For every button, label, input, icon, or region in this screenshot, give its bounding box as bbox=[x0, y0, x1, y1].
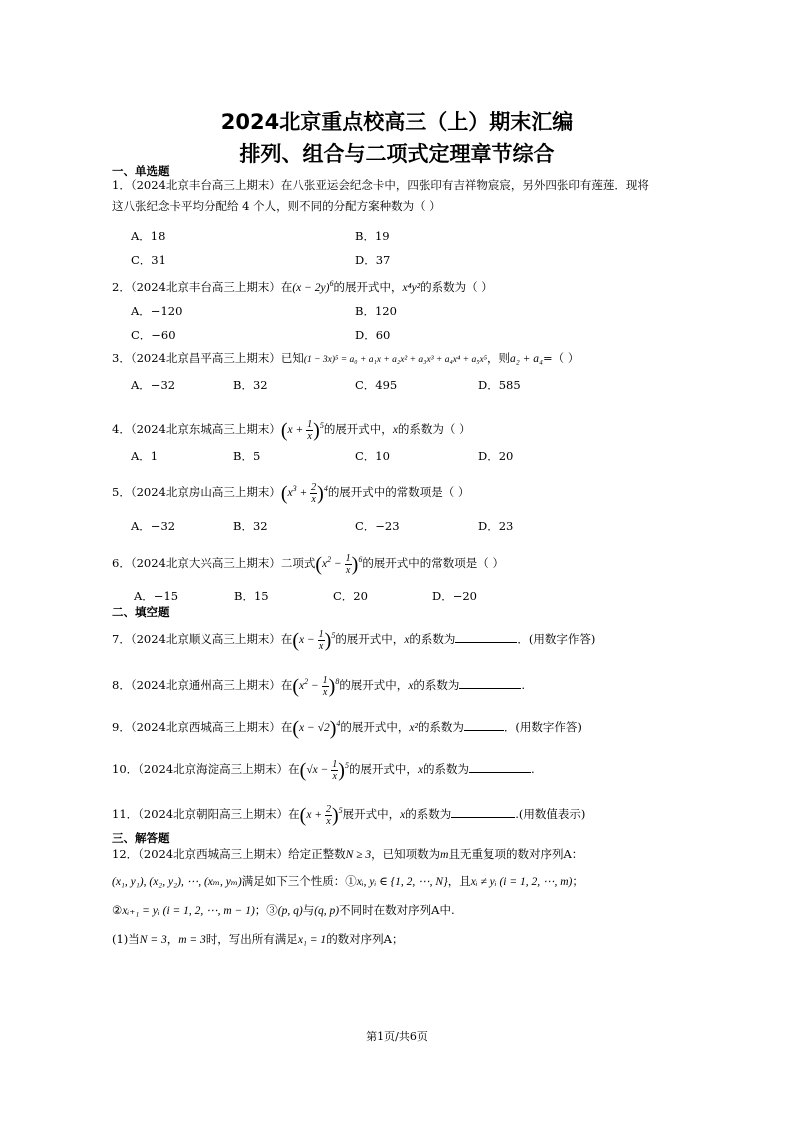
section-heading-single-choice: 一、单选题 bbox=[112, 164, 170, 178]
q5-option-a: A．−32 bbox=[131, 519, 176, 533]
q1-option-a: A．18 bbox=[131, 229, 166, 243]
q1-option-c: C．31 bbox=[131, 253, 166, 267]
q12-line2-text-c: ； bbox=[572, 874, 584, 888]
q10-tail: 的系数为 bbox=[423, 761, 470, 776]
q11-stem bbox=[112, 796, 585, 830]
q6-option-a: A．−15 bbox=[134, 589, 179, 603]
q7-tail: 的系数为 bbox=[409, 631, 456, 646]
q12-line1 bbox=[112, 846, 583, 863]
q3-ask: a₂ + a₄ bbox=[510, 353, 544, 365]
q12-line3-text-c: 与 bbox=[302, 903, 315, 917]
q12-line3-math3: (q, p) bbox=[314, 905, 340, 917]
q12-line2-math3: xᵢ ≠ yᵢ (i = 1, 2, ⋯, m) bbox=[470, 876, 573, 888]
q7-mid: 的展开式中， bbox=[335, 631, 405, 646]
q12-line4-text-d: 的数对序列A； bbox=[326, 932, 404, 946]
q12-line4-math3: x₁ = 1 bbox=[297, 934, 327, 946]
q12-line2-text-b: ，且 bbox=[447, 874, 471, 888]
q12-line1-math: N ≥ 3 bbox=[345, 849, 372, 861]
q6-option-b: B．15 bbox=[234, 589, 269, 603]
q2-option-c: C．−60 bbox=[131, 328, 176, 342]
q12-line4-text-c: 时，写出所有满足 bbox=[205, 932, 298, 946]
q2-option-d: D．60 bbox=[355, 328, 391, 342]
q12-line1-text-b: ，已知项数为 bbox=[371, 847, 441, 861]
q8-var: x bbox=[408, 679, 414, 692]
q5-expression: ($x^3$ + $\frac{2}{x}$ )$^4$ bbox=[280, 481, 328, 505]
q8-answer-blank bbox=[459, 676, 521, 689]
q6-expression: ($x^2$ − $\frac{1}{x}$ )$^6$ bbox=[315, 552, 363, 576]
q9-var: x² bbox=[409, 721, 418, 734]
q7-end: ．(用数字作答) bbox=[517, 631, 596, 646]
q2-option-b: B．120 bbox=[355, 304, 397, 318]
q4-var: x bbox=[392, 423, 398, 436]
q11-mid: 展开式中， bbox=[342, 806, 401, 821]
q5-stem bbox=[112, 474, 469, 508]
q8-mid: 的展开式中， bbox=[339, 677, 409, 692]
q9-mid: 的展开式中， bbox=[340, 719, 410, 734]
q5-option-b: B．32 bbox=[233, 519, 268, 533]
q12-line3-text-a: ② bbox=[112, 903, 123, 917]
q10-mid: 的展开式中， bbox=[348, 761, 418, 776]
q3-mid: ，则 bbox=[487, 351, 511, 365]
q12-line3-text-b: ；③ bbox=[254, 903, 278, 917]
section-heading-solution: 三、解答题 bbox=[112, 831, 170, 845]
q4-expression: (x + $\frac{1}{x}$ )$^5$ bbox=[280, 418, 324, 442]
q12-line4-math: N = 3 bbox=[139, 934, 167, 946]
q9-answer-blank bbox=[464, 718, 504, 731]
q3-stem bbox=[112, 350, 579, 368]
q12-line1-var: m bbox=[440, 849, 449, 861]
q12-line2-text-a: 满足如下三个性质：① bbox=[241, 874, 357, 888]
q7-prefix: 7．（2024北京顺义高三上期末）在 bbox=[112, 631, 293, 646]
q2-stem bbox=[112, 276, 493, 296]
q5-prefix: 5．（2024北京房山高三上期末） bbox=[112, 484, 281, 499]
q7-stem bbox=[112, 621, 595, 655]
q6-option-d: D．−20 bbox=[432, 589, 477, 603]
q3-suffix: =（ ） bbox=[543, 351, 580, 365]
q2-prefix: 2．（2024北京丰台高三上期末）在 bbox=[112, 279, 293, 294]
q12-line2-math: (x₁, y₁), (x₂, y₂), ⋯, (xₘ, yₘ) bbox=[112, 876, 242, 888]
q2-expression: (x − 2y) bbox=[292, 281, 330, 294]
q9-tail: 的系数为 bbox=[417, 719, 464, 734]
q11-prefix: 11．（2024北京朝阳高三上期末）在 bbox=[112, 806, 300, 821]
q2-suffix: 的系数为（ ） bbox=[420, 279, 493, 294]
page-title: 2024北京重点校高三（上）期末汇编 bbox=[220, 110, 574, 134]
q1-option-b: B．19 bbox=[355, 229, 390, 243]
q12-line4 bbox=[112, 931, 404, 948]
q12-line3-text-d: 不同时在数对序列A中. bbox=[339, 903, 455, 917]
q4-suffix: 的展开式中， bbox=[323, 421, 393, 436]
q10-stem bbox=[112, 751, 535, 785]
q11-tail: 的系数为 bbox=[405, 806, 452, 821]
q9-end: ．(用数字作答) bbox=[503, 719, 582, 734]
q12-line2 bbox=[112, 873, 584, 890]
q12-line3-math: xᵢ₊₁ = yᵢ (i = 1, 2, ⋯, m − 1) bbox=[122, 905, 255, 917]
q1-option-d: D．37 bbox=[355, 253, 391, 267]
q6-option-c: C．20 bbox=[333, 589, 368, 603]
q2-mid: 的展开式中， bbox=[333, 279, 403, 294]
q12-line4-text-a: (1)当 bbox=[112, 932, 140, 946]
q12-line4-math2: m = 3 bbox=[178, 934, 206, 946]
q5-option-d: D．23 bbox=[478, 519, 514, 533]
q4-option-d: D．20 bbox=[478, 449, 514, 463]
q9-expression: $(x - √2)^4$ bbox=[292, 717, 341, 740]
q4-option-a: A．1 bbox=[131, 449, 159, 463]
q2-term: x⁴y² bbox=[402, 281, 421, 294]
q12-line3 bbox=[112, 902, 455, 919]
q12-line3-math2: (p, q) bbox=[277, 905, 303, 917]
q10-end: . bbox=[531, 761, 535, 776]
q11-var: x bbox=[400, 808, 406, 821]
q11-expression: (x + $\frac{2}{x}$ )$^5$ bbox=[299, 803, 343, 827]
q4-stem bbox=[112, 411, 471, 445]
q3-option-c: C．495 bbox=[355, 378, 398, 392]
q3-option-b: B．32 bbox=[233, 378, 268, 392]
q3-expression: (1 − 3x)⁵ = a₀ + a₁x + a₂x² + a₃x³ + a₄x⁴ + a₅x⁵ bbox=[303, 355, 488, 365]
q2-option-a: A．−120 bbox=[131, 304, 183, 318]
q11-answer-blank bbox=[451, 805, 515, 818]
q10-expression: (√x − $\frac{1}{x}$ )$^5$ bbox=[299, 758, 349, 782]
q8-tail: 的系数为 bbox=[413, 677, 460, 692]
q5-suffix: 的展开式中的常数项是（ ） bbox=[327, 484, 470, 499]
q8-expression: ($x^2$ − $\frac{1}{x}$ )$^8$ bbox=[292, 674, 340, 698]
q10-var: x bbox=[417, 763, 424, 776]
q4-prefix: 4．（2024北京东城高三上期末） bbox=[112, 421, 281, 436]
q8-end: . bbox=[521, 677, 526, 692]
q4-option-c: C．10 bbox=[355, 449, 390, 463]
q7-expression: (x − $\frac{1}{x}$ )$^5$ bbox=[292, 628, 336, 652]
q9-stem bbox=[112, 711, 582, 741]
q12-line2-math2: xᵢ, yᵢ ∈ {1, 2, ⋯, N} bbox=[356, 876, 448, 888]
q3-option-a: A．−32 bbox=[131, 378, 176, 392]
q12-line1-text-c: 且无重复项的数对序列A： bbox=[448, 847, 584, 861]
q8-stem bbox=[112, 667, 525, 701]
q2-exponent: 6 bbox=[329, 279, 334, 288]
q11-end: .(用数值表示) bbox=[515, 806, 586, 821]
q3-prefix: 3．（2024北京昌平高三上期末）已知 bbox=[112, 351, 304, 365]
q12-line4-text-b: ， bbox=[166, 932, 179, 946]
q10-answer-blank bbox=[469, 760, 531, 773]
section-heading-fill-blank: 二、填空题 bbox=[112, 605, 170, 619]
q12-line1-text-a: 12．（2024北京西城高三上期末）给定正整数 bbox=[112, 847, 346, 861]
q4-option-b: B．5 bbox=[233, 449, 261, 463]
q7-var: x bbox=[404, 633, 410, 646]
q10-prefix: 10．（2024北京海淀高三上期末）在 bbox=[112, 761, 300, 776]
q1-stem-line1: 1．（2024北京丰台高三上期末）在八张亚运会纪念卡中，四张印有吉祥物宸宸，另外四张印有莲莲．现将 bbox=[112, 178, 649, 192]
q6-stem bbox=[112, 545, 504, 579]
q3-option-d: D．585 bbox=[478, 378, 521, 392]
q6-prefix: 6．（2024北京大兴高三上期末）二项式 bbox=[112, 555, 316, 570]
page-subtitle: 排列、组合与二项式定理章节综合 bbox=[239, 142, 555, 166]
q5-option-c: C．−23 bbox=[355, 519, 400, 533]
q9-prefix: 9．（2024北京西城高三上期末）在 bbox=[112, 719, 293, 734]
q6-suffix: 的展开式中的常数项是（ ） bbox=[362, 555, 504, 570]
page-footer: 第1页/共6页 bbox=[366, 1030, 428, 1043]
q7-answer-blank bbox=[455, 630, 517, 643]
q1-stem-line2: 这八张纪念卡平均分配给 4 个人，则不同的分配方案种数为（ ） bbox=[112, 199, 441, 213]
q8-prefix: 8．（2024北京通州高三上期末）在 bbox=[112, 677, 293, 692]
q4-tail: 的系数为（ ） bbox=[397, 421, 471, 436]
